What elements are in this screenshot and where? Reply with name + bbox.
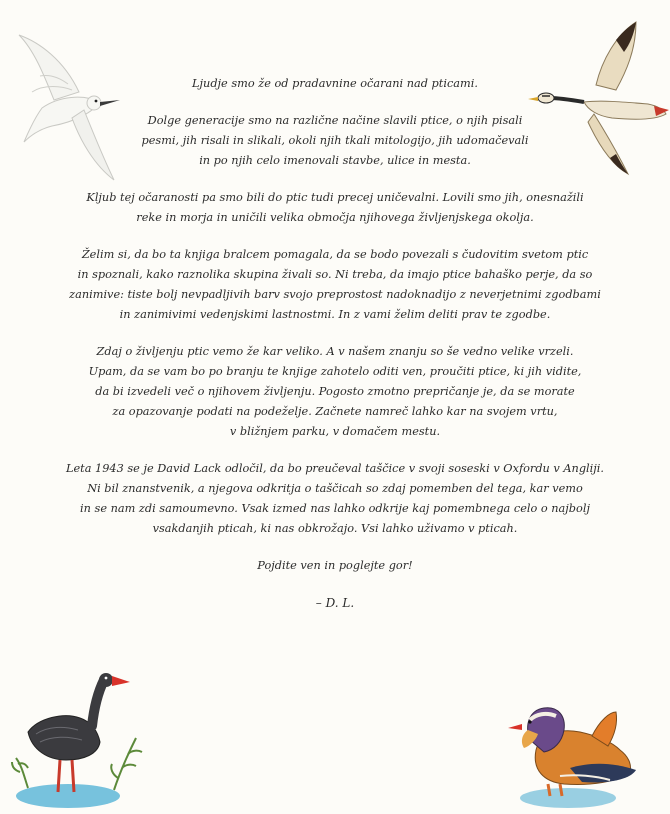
closing-line: Pojdite ven in poglejte gor! [257, 559, 413, 572]
preface-text [60, 74, 610, 630]
text-line: v bližnjem parku, v domačem mestu. [229, 425, 441, 438]
paragraph [60, 342, 610, 442]
text-line: Želim si, da bo ta knjiga bralcem pomagala, da se bodo povezali s čudovitim svetom ptic [81, 248, 589, 261]
text-line: pesmi, jih risali in slikali, okoli njih tkali mitologijo, jih udomačevali [141, 134, 529, 147]
text-line: in zanimivimi vedenjskimi lastnostmi. In z vami želim deliti prav te zgodbe. [119, 308, 551, 321]
text-line: da bi izvedeli več o njihovem življenju. Pogosto zmotno prepričanje je, da se morate [95, 385, 575, 398]
paragraph [60, 188, 610, 228]
mandarin-duck-bird-icon [500, 690, 650, 814]
text-line: zanimive: tiste bolj nevpadljivih barv svojo preprostost nadoknadijo z neverjetnimi zgodbami [69, 288, 601, 301]
text-line: reke in morja in uničili velika območja njihovega življenjskega okolja. [136, 211, 534, 224]
paragraph [60, 74, 610, 94]
text-line: Zdaj o življenju ptic vemo že kar veliko. A v našem znanju so še vedno velike vrzeli. [96, 345, 574, 358]
moorhen-bird-icon [8, 668, 148, 814]
text-line: in spoznali, kako raznolika skupina živali so. Ni treba, da imajo ptice bahaško perje, da so [77, 268, 593, 281]
paragraph [60, 111, 610, 171]
paragraph [60, 245, 610, 325]
text-line: Upam, da se vam bo po branju te knjige zahotelo oditi ven, proučiti ptice, ki jih vidite, [88, 365, 582, 378]
text-line: in po njih celo imenovali stavbe, ulice in mesta. [199, 154, 471, 167]
text-line: Ljudje smo že od pradavnine očarani nad pticami. [192, 77, 478, 90]
text-line: vsakdanjih pticah, ki nas obkrožajo. Vsi lahko uživamo v pticah. [152, 522, 518, 535]
text-line: Kljub tej očaranosti pa smo bili do ptic tudi precej uničevalni. Lovili smo jih, onesnažili [86, 191, 584, 204]
text-line: Leta 1943 se je David Lack odločil, da bo preučeval taščice v svoji soseski v Oxfordu v Angliji. [65, 462, 604, 475]
text-line: in se nam zdi samoumevno. Vsak izmed nas lahko odkrije kaj pomembnega celo o najbolj [80, 502, 590, 515]
paragraph [60, 459, 610, 539]
text-line: za opazovanje podati na podeželje. Začnete namreč lahko kar na svojem vrtu, [112, 405, 558, 418]
signature: – D. L. [315, 596, 355, 610]
text-line: Ni bil znanstvenik, a njegova odkritja o taščicah so zdaj pomemben del tega, kar vemo [87, 482, 583, 495]
text-line: Dolge generacije smo na različne načine slavili ptice, o njih pisali [147, 114, 523, 127]
